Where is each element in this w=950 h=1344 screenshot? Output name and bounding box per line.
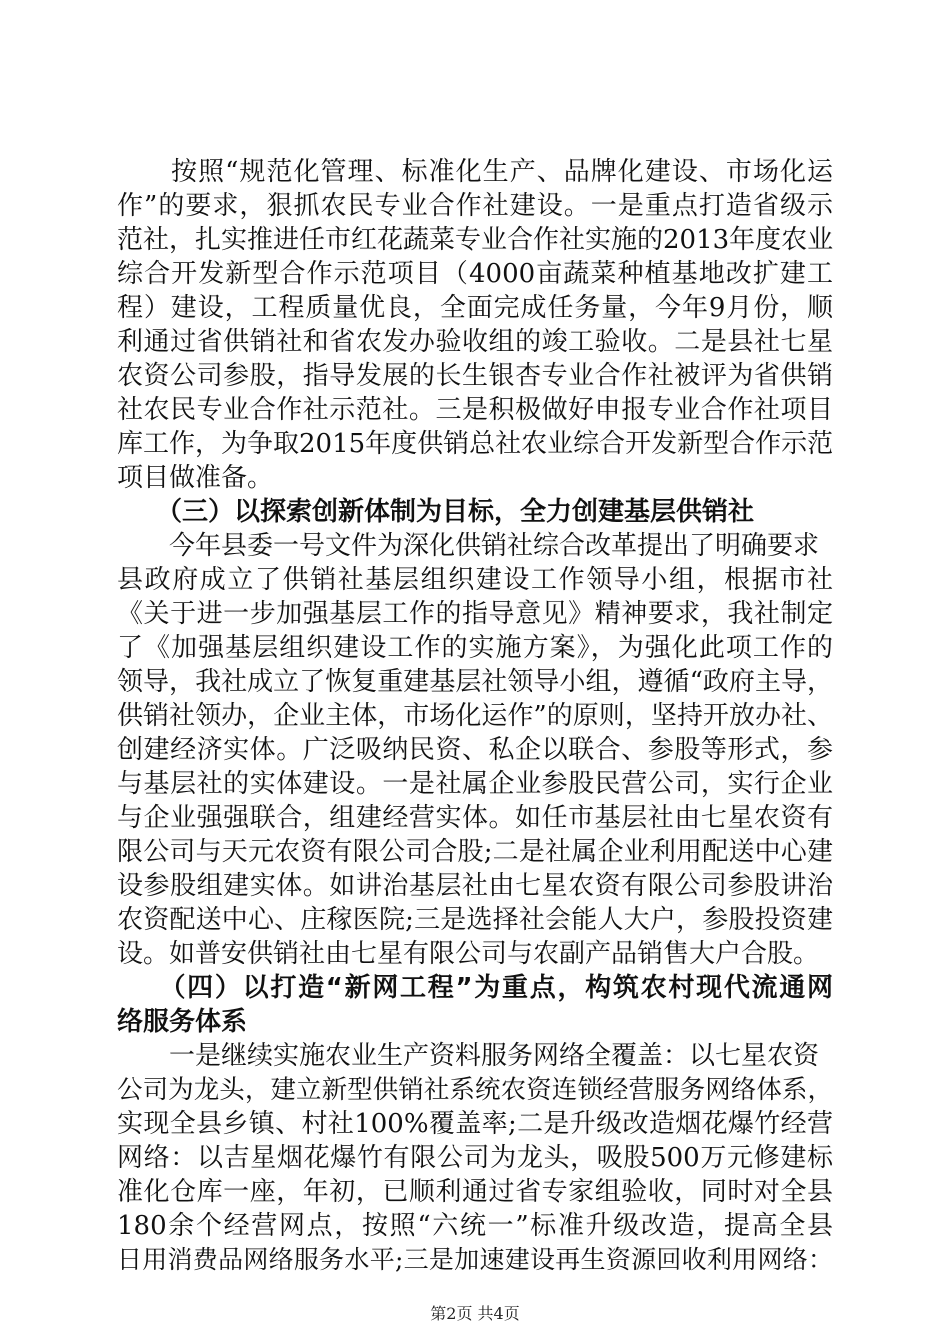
body-paragraph-line: 综合开发新型合作示范项目（4000亩蔬菜种植基地改扩建工 <box>117 259 833 289</box>
body-paragraph-line: 准化仓库一座，年初，已顺利通过省专家组验收，同时对全县 <box>117 1177 833 1207</box>
section-heading: （四）以打造“新网工程”为重点，构筑农村现代流通网 <box>117 973 833 1003</box>
body-paragraph-line: 利通过省供销社和省农发办验收组的竣工验收。二是县社七星 <box>117 327 833 357</box>
body-paragraph-line: 180余个经营网点，按照“六统一”标准升级改造，提高全县 <box>117 1211 833 1241</box>
body-paragraph-line: 实现全县乡镇、村社100%覆盖率;二是升级改造烟花爆竹经营 <box>117 1109 833 1139</box>
body-paragraph-line: 公司为龙头，建立新型供销社系统农资连锁经营服务网络体系， <box>117 1075 833 1105</box>
section-heading-continued: 络服务体系 <box>117 1007 248 1037</box>
body-paragraph-line: 日用消费品网络服务水平;三是加速建设再生资源回收利用网络： <box>117 1245 833 1274</box>
body-paragraph-line: 社农民专业合作社示范社。三是积极做好申报专业合作社项目 <box>117 395 833 425</box>
body-paragraph-line: 项目做准备。 <box>117 463 274 493</box>
body-paragraph-line: 今年县委一号文件为深化供销社综合改革提出了明确要求 <box>117 531 820 561</box>
body-paragraph-line: 按照“规范化管理、标准化生产、品牌化建设、市场化运 <box>117 157 833 187</box>
body-paragraph-line: 作”的要求，狠抓农民专业合作社建设。一是重点打造省级示 <box>117 191 833 221</box>
body-paragraph-line: 县政府成立了供销社基层组织建设工作领导小组，根据市社 <box>117 565 833 595</box>
body-paragraph-line: 了《加强基层组织建设工作的实施方案》，为强化此项工作的 <box>117 633 833 663</box>
body-paragraph-line: 设参股组建实体。如讲治基层社由七星农资有限公司参股讲治 <box>117 871 833 901</box>
body-paragraph-line: 设。如普安供销社由七星有限公司与农副产品销售大户合股。 <box>117 939 820 969</box>
body-paragraph-line: 《关于进一步加强基层工作的指导意见》精神要求，我社制定 <box>117 599 833 629</box>
body-paragraph-line: 与企业强强联合，组建经营实体。如任市基层社由七星农资有 <box>117 803 833 833</box>
body-paragraph-line: 一是继续实施农业生产资料服务网络全覆盖：以七星农资 <box>117 1041 820 1071</box>
body-paragraph-line: 农资配送中心、庄稼医院;三是选择社会能人大户，参股投资建 <box>117 905 833 935</box>
body-paragraph-line: 领导，我社成立了恢复重建基层社领导小组，遵循“政府主导， <box>117 667 833 697</box>
body-paragraph-line: 与基层社的实体建设。一是社属企业参股民营公司，实行企业 <box>117 769 833 799</box>
body-paragraph-line: 程）建设，工程质量优良，全面完成任务量，今年9月份，顺 <box>117 293 833 323</box>
body-paragraph-line: 范社，扎实推进任市红花蔬菜专业合作社实施的2013年度农业 <box>117 225 834 255</box>
body-paragraph-line: 创建经济实体。广泛吸纳民资、私企以联合、参股等形式，参 <box>117 735 833 765</box>
section-heading: （三）以探索创新体制为目标，全力创建基层供销社 <box>117 497 755 527</box>
page-footer: 第2页 共4页 <box>430 1304 520 1323</box>
body-paragraph-line: 农资公司参股，指导发展的长生银杏专业合作社被评为省供销 <box>117 361 833 391</box>
body-paragraph-line: 限公司与天元农资有限公司合股;二是社属企业利用配送中心建 <box>117 837 833 867</box>
body-paragraph-line: 网络：以吉星烟花爆竹有限公司为龙头，吸股500万元修建标 <box>117 1143 833 1173</box>
body-paragraph-line: 供销社领办，企业主体，市场化运作”的原则，坚持开放办社、 <box>117 701 833 731</box>
body-paragraph-line: 库工作，为争取2015年度供销总社农业综合开发新型合作示范 <box>117 429 834 459</box>
